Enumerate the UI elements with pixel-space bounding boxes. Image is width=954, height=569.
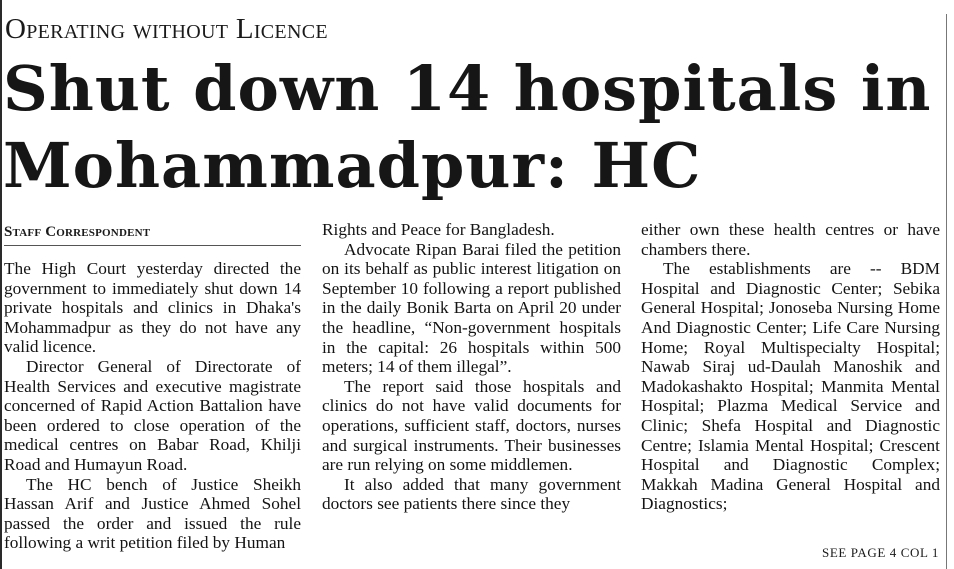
- article-column-3: [641, 220, 940, 514]
- paragraph: Advocate Ripan Barai filed the petition on its behalf as public interest litigation on September 10 following a report published in the daily Bonik Barta on April 20 under the headline, “Non-government hospitals in the capital: 26 hospitals within 500 meters; 14 of them illegal”.: [322, 239, 621, 377]
- kicker-label: Operating without Licence: [5, 13, 328, 45]
- paragraph: The establishments are -- BDM Hospital and Diagnostic Center; Sebika General Hospital; Jonoseba Nursing Home And Diagnostic Center; Life Care Nursing Home; Royal Multispecialty Hospital; Nawab Siraj ud-Daulah Manoshik and Madokashakto Hospital; Manmita Mental Hospital; Plazma Medical Service and Clinic; Shefa Hospital and Diagnostic Centre; Islamia Mental Hospital; Crescent Hospital and Diagnostic Complex; Makkah Madina General Hospital and Diagnostics;: [641, 259, 940, 514]
- left-border-rule: [0, 0, 2, 569]
- paragraph: It also added that many government doctors see patients there since they: [322, 474, 621, 514]
- article-column-2: [322, 220, 621, 514]
- paragraph: The High Court yesterday directed the government to immediately shut down 14 private hospitals and clinics in Dhaka's Mohammadpur as they do not have any valid licence.: [4, 259, 301, 357]
- article-column-1: [4, 223, 301, 553]
- byline: Staff Correspondent: [4, 223, 301, 246]
- paragraph: The HC bench of Justice Sheikh Hassan Arif and Justice Ahmed Sohel passed the order and issued the rule following a writ petition filed by Human: [4, 474, 301, 553]
- headline: [3, 50, 938, 204]
- headline-line-1: Shut down 14 hospitals in: [3, 52, 932, 125]
- paragraph: either own these health centres or have chambers there.: [641, 220, 940, 259]
- continued-on-page-label: SEE PAGE 4 COL 1: [822, 545, 939, 560]
- column-divider-rule: [946, 14, 947, 569]
- paragraph: Director General of Directorate of Health Services and executive magistrate concerned of Rapid Action Battalion have been ordered to close operation of the medical centres on Babar Road, Khilji Road and Humayun Road.: [4, 356, 301, 474]
- headline-line-2: Mohammadpur: HC: [3, 129, 702, 202]
- paragraph: Rights and Peace for Bangladesh.: [322, 220, 555, 239]
- paragraph: The report said those hospitals and clinics do not have valid documents for operations, sufficient staff, doctors, nurses and surgical instruments. Their businesses are run relying on some middlemen.: [322, 376, 621, 475]
